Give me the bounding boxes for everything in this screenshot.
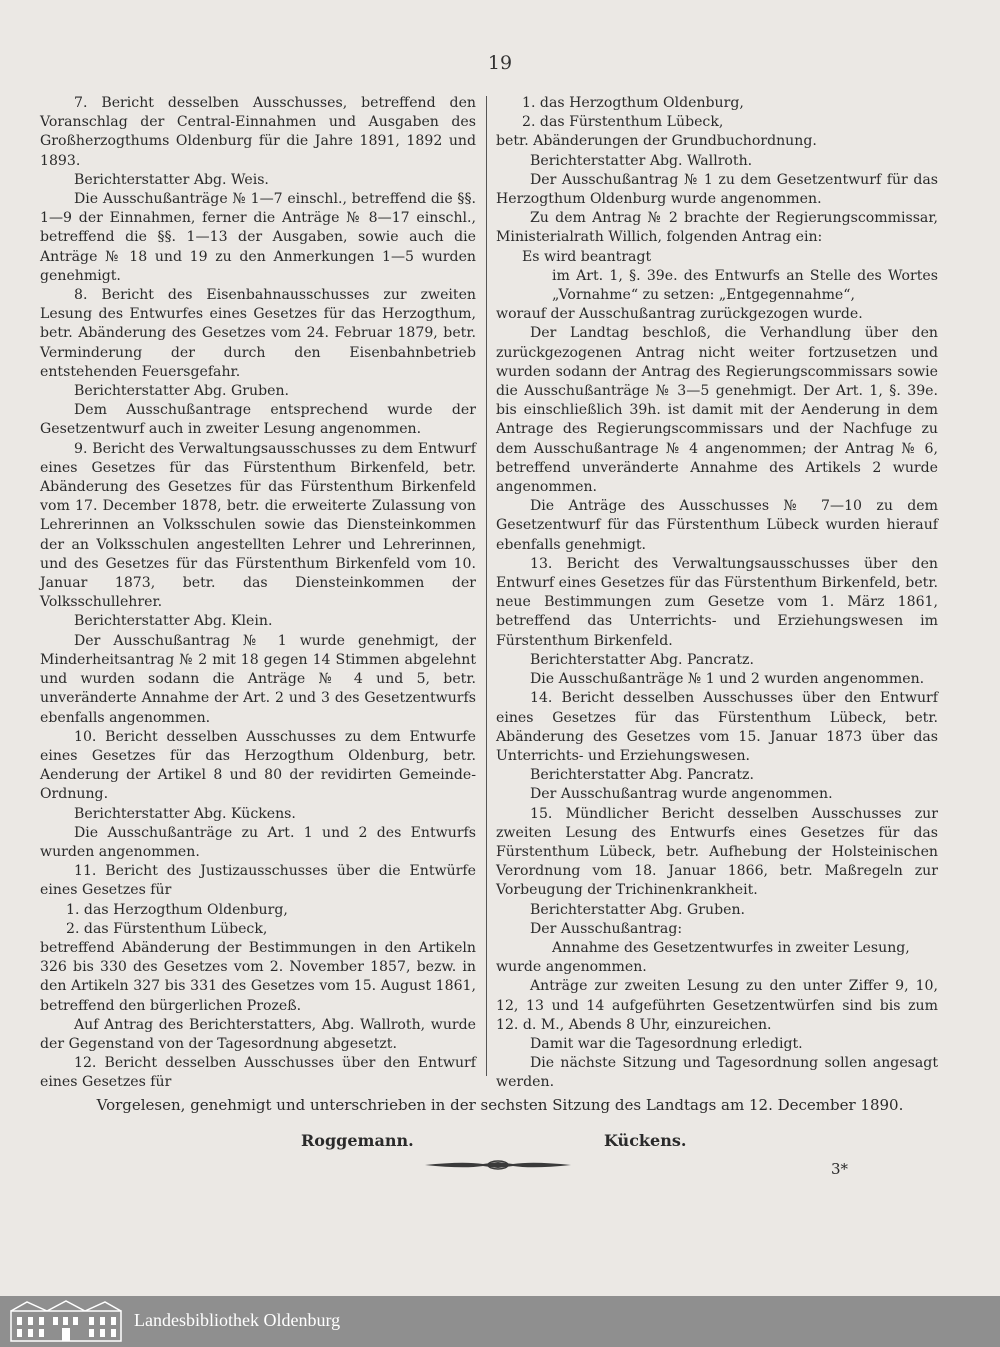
paragraph: Berichterstatter Abg. Gruben. (530, 901, 746, 918)
paragraph: Auf Antrag des Berichterstatters, Abg. Wallroth, wurde der Gegenstand von der Tagesordnung abgesetzt. (40, 1016, 476, 1052)
paragraph: 12. Bericht desselben Ausschusses über den Entwurf eines Gesetzes für (40, 1055, 476, 1091)
paragraph: Berichterstatter Abg. Weis. (74, 171, 269, 188)
paragraph: betr. Abänderungen der Grundbuchordnung. (496, 133, 817, 150)
paragraph: 2. das Fürstenthum Lübeck, (522, 114, 724, 131)
paragraph: Zu dem Antrag № 2 brachte der Regierungscommissar, Ministerialrath Willich, folgenden Antrag ein: (496, 210, 938, 246)
left-column (40, 94, 476, 1093)
paragraph: 8. Bericht des Eisenbahnausschusses zur zweiten Lesung des Entwurfes eines Gesetzes für das Herzogthum, betr. Abänderung des Gesetzes vom 24. Februar 1879, betr. Verminderung der durch den Eisenbahnbetrieb entstehenden Feuersgefahr. (40, 287, 476, 380)
paragraph: 1. das Herzogthum Oldenburg, (66, 901, 288, 918)
paragraph: Berichterstatter Abg. Klein. (74, 613, 273, 630)
paragraph: Annahme des Gesetzentwurfes in zweiter Lesung, (552, 939, 910, 956)
paragraph: 13. Bericht des Verwaltungsausschusses über den Entwurf eines Gesetzes für das Fürstenthum Birkenfeld, betr. neue Bestimmungen zum Gesetze vom 1. März 1861, betreffend das Unterrichts- und Erziehungswesen im Fürstenthum Birkenfeld. (496, 555, 938, 649)
sheet-signature-mark: 3* (831, 1160, 849, 1178)
paragraph: 9. Bericht des Verwaltungsausschusses zu dem Entwurf eines Gesetzes für das Fürstenthum Birkenfeld, betr. Abänderung des Gesetzes für das Fürstenthum Birkenfeld vom 17. December 1878, betr. die erweiterte Zulassung von Lehrerinnen an Volksschulen sowie das Diensteinkommen der an Volksschulen angestellten Lehrer und Lehrerinnen, und des Gesetzes für das Fürstenthum Birkenfeld vom 10. Januar 1873, betr. das Diensteinkommen der Volksschullehrer. (40, 440, 476, 611)
page-number: 19 (487, 52, 513, 74)
library-name: Landesbibliothek Oldenburg (134, 1310, 341, 1330)
paragraph: Dem Ausschußantrage entsprechend wurde der Gesetzentwurf auch in zweiter Lesung angenommen. (40, 402, 476, 438)
paragraph: Der Ausschußantrag wurde angenommen. (530, 786, 833, 803)
paragraph: 1. das Herzogthum Oldenburg, (522, 95, 744, 111)
paragraph: Anträge zur zweiten Lesung zu den unter Ziffer 9, 10, 12, 13 und 14 aufgeführten Gesetzentwürfen sind bis zum 12. d. M., Abends 8 Uhr, einzureichen. (496, 978, 938, 1033)
signature-left: Roggemann. (301, 1131, 414, 1150)
paragraph: Berichterstatter Abg. Gruben. (74, 383, 290, 400)
paragraph: betreffend Abänderung der Bestimmungen in den Artikeln 326 bis 330 des Gesetzes vom 2. November 1857, bezw. in den Artikeln 327 bis 331 des Gesetzes vom 15. August 1861, betreffend den bürgerlichen Prozeß. (40, 939, 476, 1014)
paragraph: Die Ausschußanträge № 1—7 einschl., betreffend die §§. 1—9 der Einnahmen, ferner die Anträge № 8—17 einschl., betreffend die §§. 1—13 der Ausgaben, sowie auch die Anträge № 18 und 19 zu den Anmerkungen 1—5 wurden genehmigt. (40, 191, 476, 284)
paragraph: 11. Bericht des Justizausschusses über die Entwürfe eines Gesetzes für (40, 863, 476, 899)
paragraph: Die Ausschußanträge zu Art. 1 und 2 des Entwurfs wurden angenommen. (40, 824, 476, 860)
signature-right: Kückens. (604, 1131, 687, 1150)
paragraph: Der Ausschußantrag № 1 wurde genehmigt, der Minderheitsantrag № 2 mit 18 gegen 14 Stimmen abgelehnt und wurden sodann die Anträge № 4 und 5, betr. unveränderte Annahme der Art. 2 und 3 des Gesetzentwurfs ebenfalls angenommen. (40, 632, 476, 726)
column-divider (486, 96, 487, 1076)
paragraph: Damit war die Tagesordnung erledigt. (530, 1035, 803, 1052)
paragraph: wurde angenommen. (496, 959, 647, 976)
right-column (496, 94, 938, 1093)
paragraph: 15. Mündlicher Bericht desselben Ausschusses zur zweiten Lesung des Entwurfs eines Gesetzes für das Fürstenthum Lübeck, betr. Aufhebung der Holsteinischen Verordnung vom 18. Januar 1866, betr. Maßregeln zur Vorbeugung der Trichinenkrankheit. (496, 805, 938, 899)
paragraph: Berichterstatter Abg. Kückens. (74, 805, 296, 822)
paragraph: 14. Bericht desselben Ausschusses über den Entwurf eines Gesetzes für das Fürstenthum Lübeck, betr. Abänderung des Gesetzes vom 15. Januar 1873 über das Unterrichts- und Erziehungswesen. (496, 690, 938, 764)
paragraph: Berichterstatter Abg. Pancratz. (530, 651, 754, 668)
paragraph: im Art. 1, §. 39e. des Entwurfs an Stelle des Wortes „Vornahme“ zu setzen: „Entgegennahme“, (552, 267, 938, 304)
closing-statement: Vorgelesen, genehmigt und unterschrieben in der sechsten Sitzung des Landtags am 12. December 1890. (96, 1096, 904, 1114)
paragraph: worauf der Ausschußantrag zurückgezogen wurde. (496, 306, 863, 323)
ornament-divider-icon (423, 1158, 573, 1172)
paragraph: Die Ausschußanträge № 1 und 2 wurden angenommen. (530, 671, 925, 688)
paragraph: Es wird beantragt (522, 248, 652, 265)
footer-bar (0, 1296, 1000, 1347)
paragraph: 7. Bericht desselben Ausschusses, betreffend den Voranschlag der Central-Einnahmen und Ausgaben des Großherzogthums Oldenburg für die Jahre 1891, 1892 und 1893. (40, 95, 476, 169)
paragraph: Der Ausschußantrag: (530, 920, 683, 937)
paragraph: 2. das Fürstenthum Lübeck, (66, 920, 268, 937)
paragraph: Die nächste Sitzung und Tagesordnung sollen angesagt werden. (496, 1055, 938, 1091)
paragraph: Der Ausschußantrag № 1 zu dem Gesetzentwurf für das Herzogthum Oldenburg wurde angenommen. (496, 171, 938, 208)
paragraph: 10. Bericht desselben Ausschusses zu dem Entwurfe eines Gesetzes für das Herzogthum Oldenburg, betr. Aenderung der Artikel 8 und 80 der revidirten Gemeinde-Ordnung. (40, 728, 476, 803)
paragraph: Berichterstatter Abg. Pancratz. (530, 767, 754, 784)
paragraph: Berichterstatter Abg. Wallroth. (530, 152, 753, 169)
paragraph: Der Landtag beschloß, die Verhandlung über den zurückgezogenen Antrag nicht weiter fortzusetzen und wurden sodann der Antrag des Regierungscommissars sowie die Ausschußanträge № 3—5 genehmigt. Der Art. 1, §. 39e. bis einschließlich 39h. ist damit mit der Aenderung in dem Antrage des Regierungscommissars und der Nachfuge zu dem Ausschußantrage № 4 angenommen; der Antrag № 6, betreffend unveränderte Annahme des Artikels 2 wurde angenommen. (496, 325, 938, 496)
library-building-icon (7, 1299, 125, 1343)
paragraph: Die Anträge des Ausschusses № 7—10 zu dem Gesetzentwurf für das Fürstenthum Lübeck wurden hierauf ebenfalls genehmigt. (496, 498, 938, 553)
